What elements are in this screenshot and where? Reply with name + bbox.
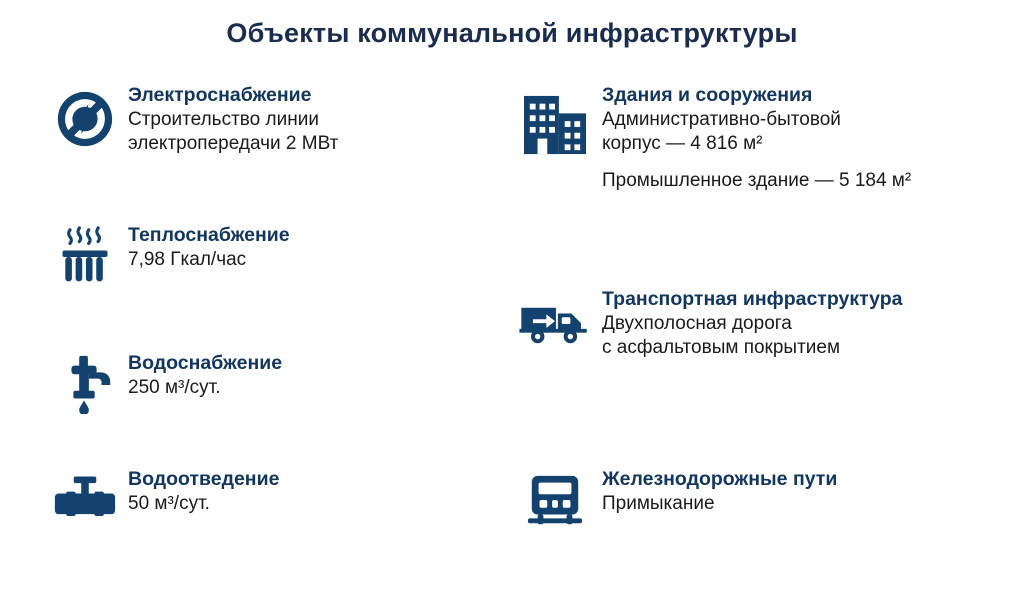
item-subline: Строительство линии <box>128 108 319 130</box>
buildings-icon <box>516 84 594 156</box>
item-subline: Административно-бытовой <box>602 108 841 130</box>
water-tap-icon <box>52 352 118 414</box>
item-text <box>128 468 279 516</box>
item-extra-line: Промышленное здание — 5 184 м² <box>602 170 912 192</box>
item-subline: 50 м³/сут. <box>128 492 210 514</box>
pipe-valve-icon <box>52 468 118 528</box>
item-title: Здания и сооружения <box>602 84 813 106</box>
item-title: Водоснабжение <box>128 352 283 374</box>
infrastructure-item-railway <box>516 468 837 530</box>
item-text <box>128 84 338 155</box>
truck-icon <box>516 288 594 350</box>
infrastructure-item-heat <box>52 224 290 288</box>
radiator-heating-icon <box>52 224 118 288</box>
item-subline: 250 м³/сут. <box>128 376 221 398</box>
item-text <box>128 352 282 400</box>
item-subline: Примыкание <box>602 492 715 514</box>
item-title: Электроснабжение <box>128 84 312 106</box>
item-text <box>602 288 902 359</box>
infrastructure-item-sewer <box>52 468 279 528</box>
item-subline: электропередачи 2 МВт <box>128 132 339 154</box>
train-icon <box>516 468 594 530</box>
page-title: Объекты коммунальной инфраструктуры <box>226 18 798 48</box>
infrastructure-item-water <box>52 352 282 414</box>
item-title: Теплоснабжение <box>128 224 290 246</box>
infrastructure-item-power <box>52 84 338 155</box>
item-text <box>602 468 837 516</box>
infrastructure-item-buildings <box>516 84 911 193</box>
item-title: Транспортная инфраструктура <box>602 288 903 310</box>
item-title: Железнодорожные пути <box>602 468 838 490</box>
item-subline: с асфальтовым покрытием <box>602 336 841 358</box>
item-title: Водоотведение <box>128 468 280 490</box>
item-subline: 7,98 Гкал/час <box>128 248 247 270</box>
item-subline: корпус — 4 816 м² <box>602 132 763 154</box>
electricity-bolt-icon <box>52 84 118 150</box>
item-subline: Двухполосная дорога <box>602 312 792 334</box>
item-text <box>128 224 290 272</box>
item-text <box>602 84 911 193</box>
infrastructure-item-transport <box>516 288 902 359</box>
